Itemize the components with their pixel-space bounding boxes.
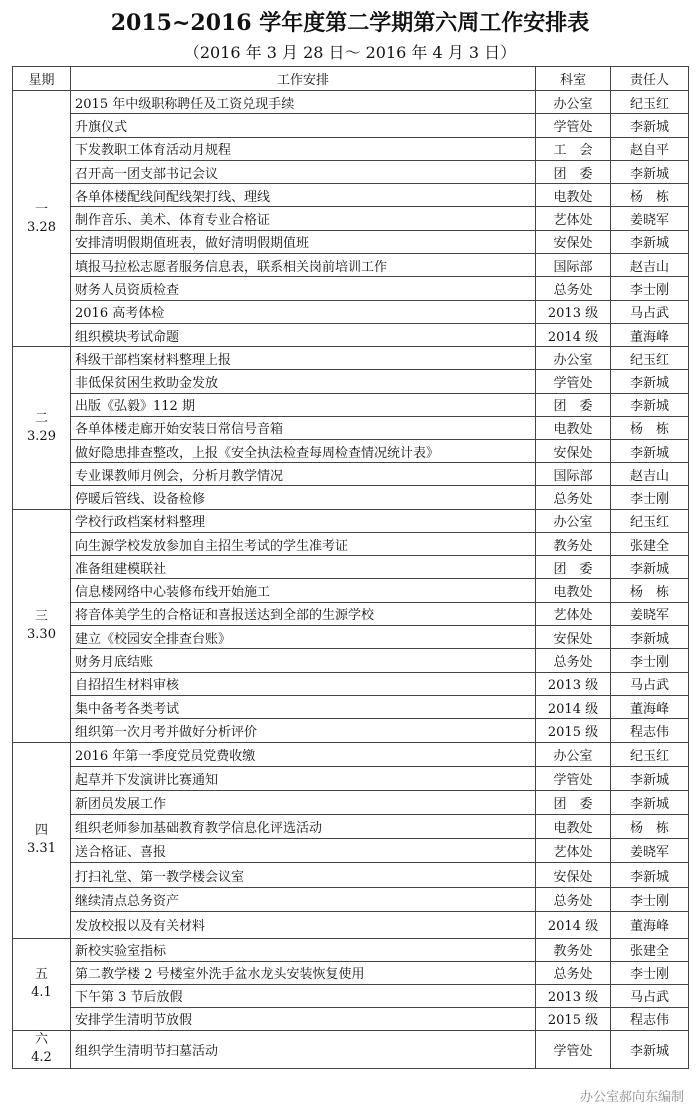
responsible-person-cell: 赵自平 [611,137,689,160]
table-row [13,839,689,863]
page-title: 2015~2016 学年度第二学期第六周工作安排表 [110,10,590,36]
responsible-person-cell: 纪玉红 [611,347,689,370]
table-row [13,984,689,1007]
task-cell: 2016 高考体检 [71,300,536,323]
weekday-label: 五 [34,967,48,983]
compiler-note: 办公室郝向东编制 [579,1090,684,1105]
weekday-label: 一 [34,201,48,217]
task-cell: 2015 年中级职称聘任及工资兑现手续 [71,91,536,114]
table-row [13,91,689,114]
responsible-person-cell: 张建全 [611,938,689,961]
task-cell: 组织模块考试命题 [71,323,536,346]
task-cell: 安排学生清明节放假 [71,1007,536,1030]
task-cell: 学校行政档案材料整理 [71,509,536,532]
responsible-person-cell: 李士刚 [611,887,689,911]
task-cell: 起草并下发演讲比赛通知 [71,766,536,790]
table-row [13,416,689,439]
schedule-body [13,91,689,1069]
date-label: 4.2 [31,1050,52,1066]
header-task: 工作安排 [71,67,536,91]
department-cell: 安保处 [536,863,611,887]
table-row [13,695,689,718]
table-row [13,207,689,230]
table-row [13,277,689,300]
table-row [13,160,689,183]
table-row [13,323,689,346]
task-cell: 出版《弘毅》112 期 [71,393,536,416]
department-cell: 总务处 [536,277,611,300]
table-row [13,579,689,602]
department-cell: 安保处 [536,230,611,253]
responsible-person-cell: 纪玉红 [611,742,689,766]
table-row [13,463,689,486]
responsible-person-cell: 李士刚 [611,649,689,672]
department-cell: 团 委 [536,160,611,183]
department-cell: 学管处 [536,766,611,790]
date-label: 3.28 [27,219,56,235]
department-cell: 办公室 [536,742,611,766]
department-cell: 办公室 [536,347,611,370]
task-cell: 组织老师参加基础教育教学信息化评选活动 [71,815,536,839]
date-label: 3.29 [27,428,56,444]
task-cell: 科级干部档案材料整理上报 [71,347,536,370]
responsible-person-cell: 李新城 [611,160,689,183]
responsible-person-cell: 李新城 [611,556,689,579]
task-cell: 财务月底结账 [71,649,536,672]
table-row [13,114,689,137]
weekday-label: 四 [34,823,48,839]
department-cell: 团 委 [536,393,611,416]
task-cell: 建立《校园安全排查台账》 [71,626,536,649]
table-row [13,911,689,938]
table-row [13,486,689,509]
department-cell: 艺体处 [536,207,611,230]
task-cell: 继续清点总务资产 [71,887,536,911]
responsible-person-cell: 姜晓军 [611,839,689,863]
department-cell: 教务处 [536,532,611,555]
responsible-person-cell: 赵吉山 [611,463,689,486]
table-header-row [13,67,689,91]
table-row [13,532,689,555]
department-cell: 团 委 [536,556,611,579]
table-row [13,719,689,742]
task-cell: 下午第 3 节后放假 [71,984,536,1007]
responsible-person-cell: 马占武 [611,672,689,695]
responsible-person-cell: 程志伟 [611,719,689,742]
task-cell: 准备组建模联社 [71,556,536,579]
department-cell: 电教处 [536,579,611,602]
table-row [13,815,689,839]
task-cell: 集中备考各类考试 [71,695,536,718]
responsible-person-cell: 张建全 [611,532,689,555]
department-cell: 电教处 [536,184,611,207]
table-row [13,790,689,814]
table-row [13,626,689,649]
department-cell: 2014 级 [536,695,611,718]
weekday-label: 二 [34,410,48,426]
responsible-person-cell: 赵吉山 [611,254,689,277]
department-cell: 教务处 [536,938,611,961]
responsible-person-cell: 马占武 [611,984,689,1007]
weekday-label: 六 [34,1032,48,1048]
table-row [13,393,689,416]
table-row [13,863,689,887]
task-cell: 发放校报以及有关材料 [71,911,536,938]
responsible-person-cell: 董海峰 [611,695,689,718]
department-cell: 总务处 [536,649,611,672]
responsible-person-cell: 李士刚 [611,486,689,509]
responsible-person-cell: 李新城 [611,440,689,463]
weekday-cell [13,91,71,347]
department-cell: 电教处 [536,416,611,439]
table-row [13,254,689,277]
department-cell: 安保处 [536,626,611,649]
department-cell: 2013 级 [536,984,611,1007]
department-cell: 2014 级 [536,323,611,346]
task-cell: 送合格证、喜报 [71,839,536,863]
department-cell: 电教处 [536,815,611,839]
responsible-person-cell: 董海峰 [611,323,689,346]
task-cell: 非低保贫困生救助金发放 [71,370,536,393]
responsible-person-cell: 姜晓军 [611,207,689,230]
task-cell: 做好隐患排查整改，上报《安全执法检查每周检查情况统计表》 [71,440,536,463]
department-cell: 2015 级 [536,719,611,742]
department-cell: 国际部 [536,254,611,277]
department-cell: 总务处 [536,486,611,509]
department-cell: 2013 级 [536,672,611,695]
date-label: 3.31 [27,841,56,857]
task-cell: 各单体楼配线间配线架打线、理线 [71,184,536,207]
table-row [13,649,689,672]
table-row [13,887,689,911]
table-row [13,1007,689,1030]
responsible-person-cell: 纪玉红 [611,509,689,532]
task-cell: 专业课教师月例会，分析月教学情况 [71,463,536,486]
table-row [13,766,689,790]
task-cell: 升旗仪式 [71,114,536,137]
responsible-person-cell: 李新城 [611,766,689,790]
table-row [13,1030,689,1068]
responsible-person-cell: 程志伟 [611,1007,689,1030]
table-row [13,672,689,695]
responsible-person-cell: 姜晓军 [611,602,689,625]
responsible-person-cell: 杨 栋 [611,815,689,839]
task-cell: 第二教学楼 2 号楼室外洗手盆水龙头安装恢复使用 [71,961,536,984]
responsible-person-cell: 李新城 [611,790,689,814]
department-cell: 学管处 [536,114,611,137]
responsible-person-cell: 董海峰 [611,911,689,938]
department-cell: 2015 级 [536,1007,611,1030]
task-cell: 组织第一次月考并做好分析评价 [71,719,536,742]
responsible-person-cell: 杨 栋 [611,579,689,602]
table-row [13,556,689,579]
table-row [13,300,689,323]
task-cell: 将音体美学生的合格证和喜报送达到全部的生源学校 [71,602,536,625]
responsible-person-cell: 杨 栋 [611,416,689,439]
weekday-cell [13,938,71,1030]
responsible-person-cell: 李新城 [611,370,689,393]
responsible-person-cell: 李士刚 [611,961,689,984]
table-row [13,347,689,370]
header-weekday: 星期 [13,67,71,91]
department-cell: 2014 级 [536,911,611,938]
weekday-cell [13,347,71,509]
department-cell: 国际部 [536,463,611,486]
table-row [13,440,689,463]
task-cell: 新团员发展工作 [71,790,536,814]
weekday-cell [13,509,71,742]
header-responsible-person: 责任人 [611,67,689,91]
department-cell: 工 会 [536,137,611,160]
table-row [13,370,689,393]
department-cell: 办公室 [536,91,611,114]
task-cell: 信息楼网络中心装修布线开始施工 [71,579,536,602]
department-cell: 团 委 [536,790,611,814]
responsible-person-cell: 杨 栋 [611,184,689,207]
task-cell: 各单体楼走廊开始安装日常信号音箱 [71,416,536,439]
task-cell: 组织学生清明节扫墓活动 [71,1030,536,1068]
task-cell: 召开高一团支部书记会议 [71,160,536,183]
department-cell: 艺体处 [536,839,611,863]
table-row [13,938,689,961]
table-row [13,137,689,160]
date-label: 3.30 [27,626,56,642]
responsible-person-cell: 马占武 [611,300,689,323]
task-cell: 财务人员资质检查 [71,277,536,300]
table-row [13,184,689,207]
department-cell: 学管处 [536,1030,611,1068]
task-cell: 自招招生材料审核 [71,672,536,695]
table-row [13,961,689,984]
task-cell: 下发教职工体育活动月规程 [71,137,536,160]
schedule-table [12,66,689,1069]
weekday-cell [13,742,71,938]
table-row [13,602,689,625]
department-cell: 总务处 [536,887,611,911]
responsible-person-cell: 纪玉红 [611,91,689,114]
responsible-person-cell: 李新城 [611,863,689,887]
responsible-person-cell: 李新城 [611,114,689,137]
responsible-person-cell: 李新城 [611,230,689,253]
table-row [13,230,689,253]
header-department: 科室 [536,67,611,91]
table-row [13,509,689,532]
task-cell: 向生源学校发放参加自主招生考试的学生准考证 [71,532,536,555]
table-row [13,742,689,766]
department-cell: 学管处 [536,370,611,393]
department-cell: 2013 级 [536,300,611,323]
department-cell: 办公室 [536,509,611,532]
task-cell: 打扫礼堂、第一教学楼会议室 [71,863,536,887]
department-cell: 安保处 [536,440,611,463]
responsible-person-cell: 李新城 [611,1030,689,1068]
date-range-subtitle: （2016 年 3 月 28 日～ 2016 年 4 月 3 日） [183,43,517,62]
weekday-label: 三 [34,608,48,624]
task-cell: 2016 年第一季度党员党费收缴 [71,742,536,766]
date-label: 4.1 [31,985,52,1001]
task-cell: 安排清明假期值班表，做好清明假期值班 [71,230,536,253]
task-cell: 制作音乐、美术、体育专业合格证 [71,207,536,230]
responsible-person-cell: 李士刚 [611,277,689,300]
responsible-person-cell: 李新城 [611,626,689,649]
department-cell: 总务处 [536,961,611,984]
responsible-person-cell: 李新城 [611,393,689,416]
weekday-cell [13,1030,71,1068]
task-cell: 填报马拉松志愿者服务信息表，联系相关岗前培训工作 [71,254,536,277]
task-cell: 停暖后管线、设备检修 [71,486,536,509]
task-cell: 新校实验室指标 [71,938,536,961]
department-cell: 艺体处 [536,602,611,625]
